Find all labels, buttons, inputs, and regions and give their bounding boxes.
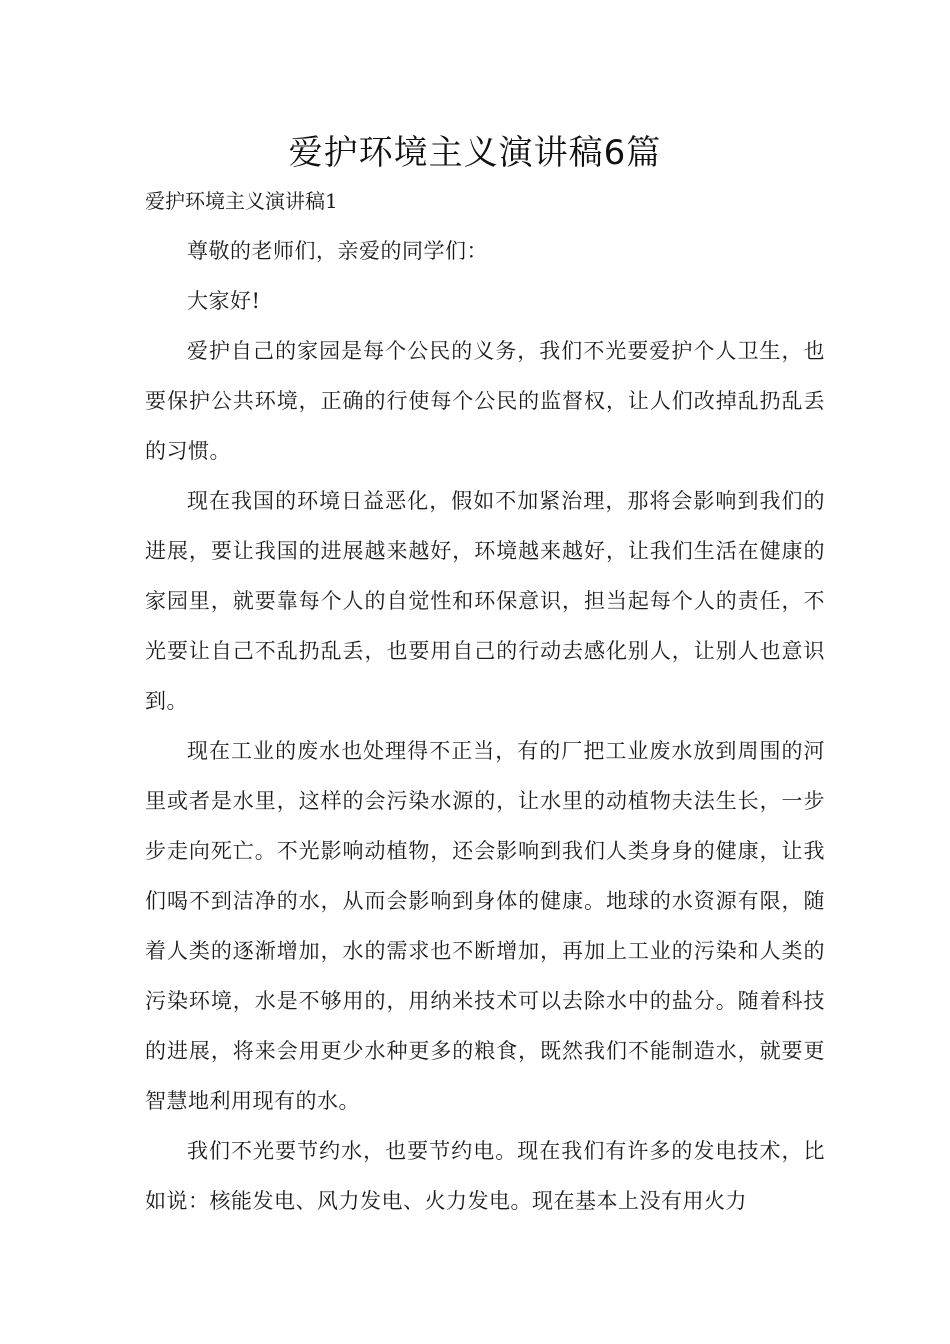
paragraph: 现在我国的环境日益恶化，假如不加紧治理，那将会影响到我们的进展，要让我国的进展越来越好，环境越来越好，让我们生活在健康的家园里，就要靠每个人的自觉性和环保意识，担当起每个人的责任，不光要让自己不乱扔乱丢，也要用自己的行动去感化别人，让别人也意识到。 [145, 489, 825, 713]
paragraph-salutation: 尊敬的老师们，亲爱的同学们： [187, 239, 488, 263]
paragraph: 现在工业的废水也处理得不正当，有的厂把工业废水放到周围的河里或者是水里，这样的会污染水源的，让水里的动植物夫法生长，一步步走向死亡。不光影响动植物，还会影响到我们人类身身的健康，让我们喝不到洁净的水，从而会影响到身体的健康。地球的水资源有限，随着人类的逐渐增加，水的需求也不断增加，再加上工业的污染和人类的污染环境，水是不够用的，用纳米技术可以去除水中的盐分。随着科技的进展，将来会用更少水种更多的粮食，既然我们不能制造水，就要更智慧地利用现有的水。 [145, 739, 825, 1113]
document-title: 爱护环境主义演讲稿6篇 [288, 133, 662, 173]
document-body [145, 226, 825, 1226]
paragraph: 爱护自己的家园是每个公民的义务，我们不光要爱护个人卫生，也要保护公共环境，正确的行使每个公民的监督权，让人们改掉乱扔乱丢的习惯。 [145, 339, 825, 463]
paragraph-greeting: 大家好! [187, 289, 261, 313]
section-heading: 爱护环境主义演讲稿1 [145, 189, 338, 213]
paragraph: 我们不光要节约水，也要节约电。现在我们有许多的发电技术，比如说：核能发电、风力发电、火力发电。现在基本上没有用火力 [145, 1139, 825, 1213]
